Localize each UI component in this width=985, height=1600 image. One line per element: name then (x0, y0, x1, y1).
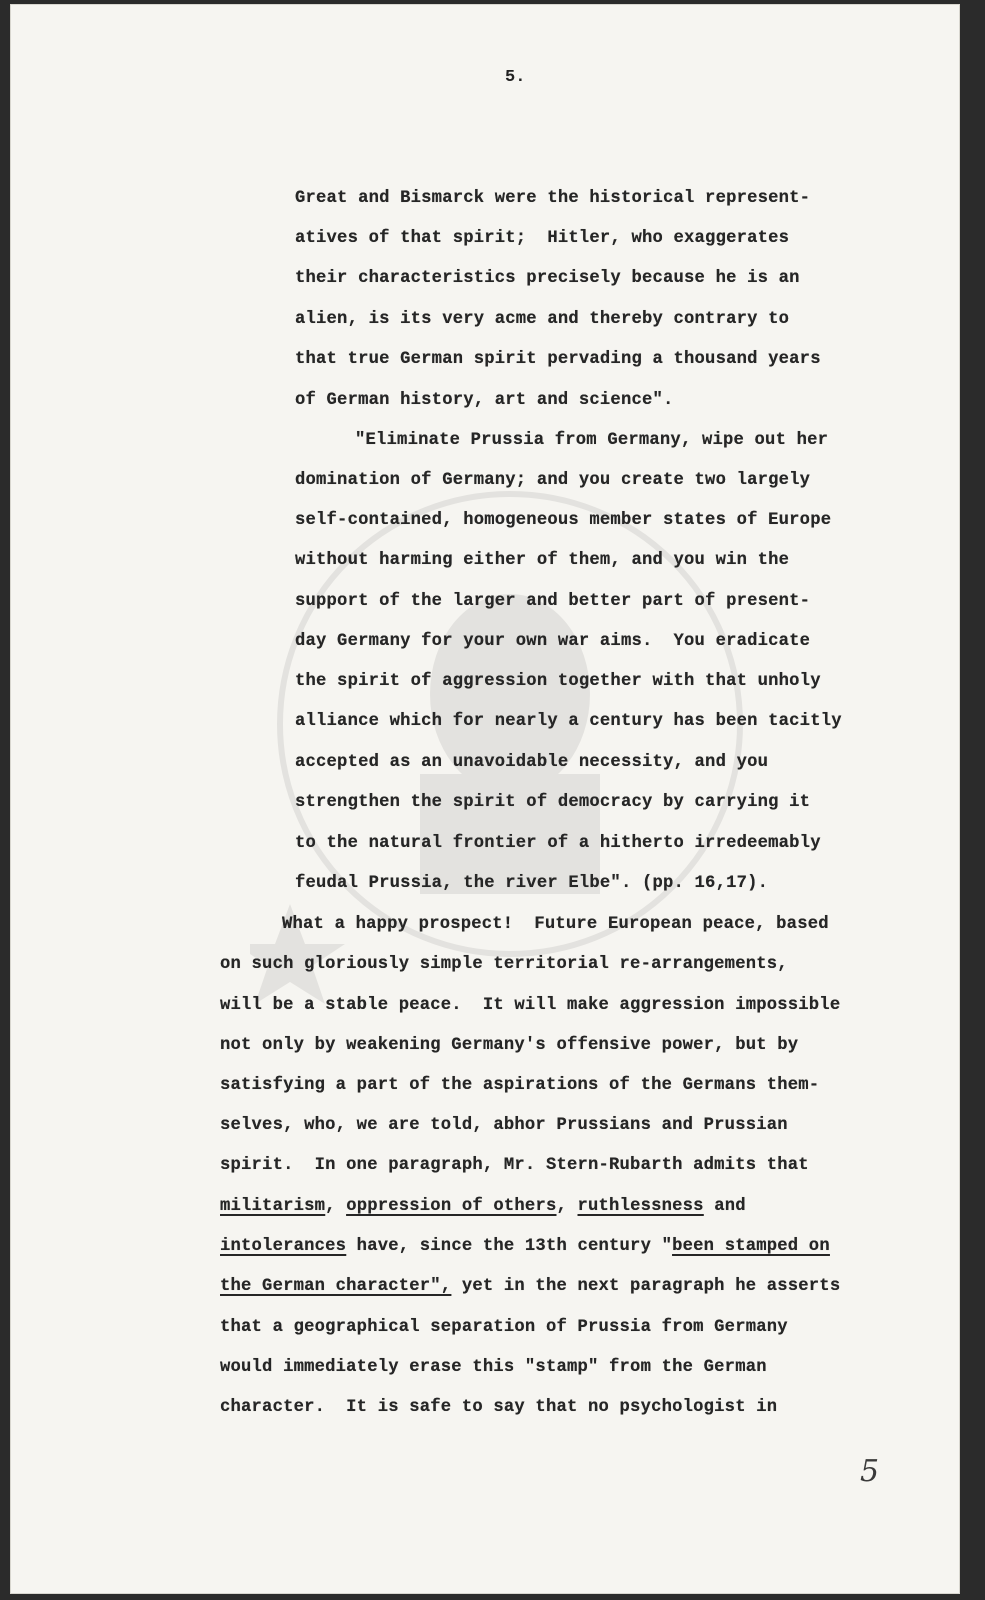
underlined-phrase: militarism (220, 1197, 326, 1216)
text-line: their characteristics precisely because he is an (295, 269, 800, 288)
text-line: feudal Prussia, the river Elbe". (pp. 16,17). (295, 874, 769, 893)
text-line (220, 1237, 830, 1256)
text-line: "Eliminate Prussia from Germany, wipe out her (355, 431, 829, 450)
text-line: strengthen the spirit of democracy by carrying it (295, 793, 811, 812)
text-line: selves, who, we are told, abhor Prussians and Prussian (220, 1116, 788, 1135)
text-line: accepted as an unavoidable necessity, and you (295, 753, 769, 772)
text-line (220, 1277, 840, 1296)
handwritten-page-mark: 5 (860, 1454, 880, 1489)
text-line: on such gloriously simple territorial re-arrangements, (220, 955, 788, 974)
text-line: day Germany for your own war aims. You eradicate (295, 632, 811, 651)
text-line: not only by weakening Germany's offensive power, but by (220, 1036, 799, 1055)
text-line: Great and Bismarck were the historical represent- (295, 189, 811, 208)
text-line: that a geographical separation of Prussia from Germany (220, 1318, 788, 1337)
text-line: will be a stable peace. It will make aggression impossible (220, 996, 841, 1015)
text-line: character. It is safe to say that no psychologist in (220, 1398, 778, 1417)
text-line (220, 1197, 746, 1216)
text-span: have, since the 13th century " (346, 1237, 673, 1256)
text-line: without harming either of them, and you win the (295, 551, 790, 570)
text-line: would immediately erase this "stamp" from the German (220, 1358, 767, 1377)
underlined-phrase: ruthlessness (577, 1197, 704, 1216)
underlined-phrase: oppression of others (346, 1197, 557, 1216)
text-span: yet in the next paragraph he asserts (451, 1277, 841, 1296)
text-line: to the natural frontier of a hitherto irredeemably (295, 834, 821, 853)
underlined-phrase: the German character", (220, 1277, 452, 1296)
text-line: support of the larger and better part of present- (295, 592, 811, 611)
text-line: self-contained, homogeneous member states of Europe (295, 511, 832, 530)
text-line: alliance which for nearly a century has been tacitly (295, 712, 842, 731)
text-line: What a happy prospect! Future European peace, based (282, 915, 829, 934)
text-line: that true German spirit pervading a thousand years (295, 350, 821, 369)
text-span: and (703, 1197, 746, 1216)
text-line: alien, is its very acme and thereby contrary to (295, 310, 790, 329)
underlined-phrase: intolerances (220, 1237, 347, 1256)
page-number: 5. (505, 68, 526, 87)
underlined-phrase: been stamped on (672, 1237, 830, 1256)
text-line: domination of Germany; and you create two largely (295, 471, 811, 490)
text-line: satisfying a part of the aspirations of the Germans them- (220, 1076, 820, 1095)
document-page (10, 4, 960, 1594)
text-span: , (325, 1197, 347, 1216)
text-line: the spirit of aggression together with that unholy (295, 672, 821, 691)
text-line: atives of that spirit; Hitler, who exaggerates (295, 229, 790, 248)
text-line: spirit. In one paragraph, Mr. Stern-Rubarth admits that (220, 1156, 809, 1175)
text-line: of German history, art and science". (295, 391, 674, 410)
text-span: , (556, 1197, 578, 1216)
